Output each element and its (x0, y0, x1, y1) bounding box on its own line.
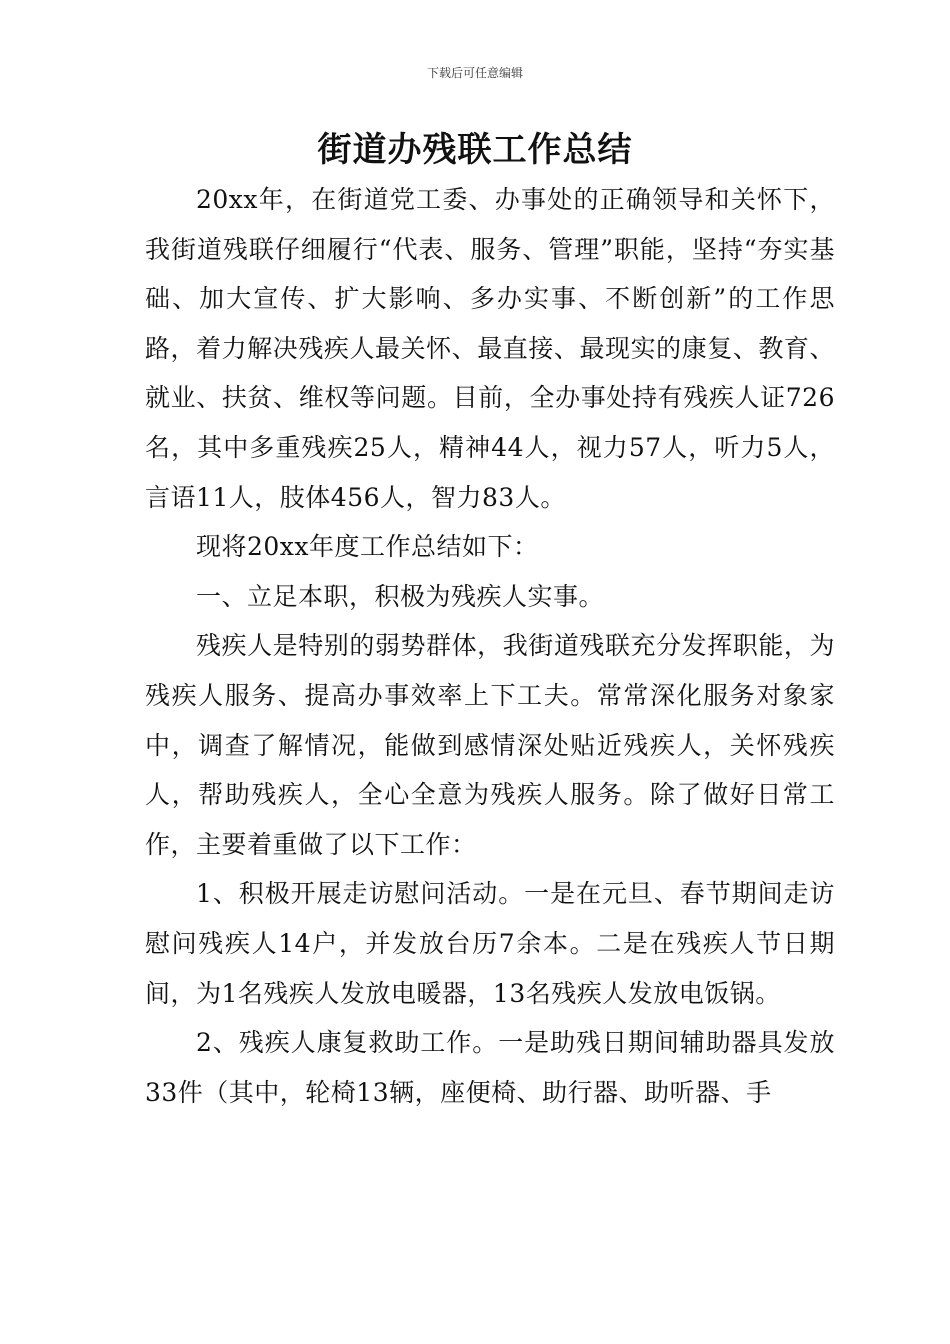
section-heading-1: 一、立足本职，积极为残疾人实事。 (196, 581, 605, 611)
document-title: 街道办残联工作总结 (317, 130, 633, 170)
paragraph-intro: 20xx年，在街道党工委、办事处的正确领导和关怀下，我街道残联仔细履行“代表、服务、管理”职能，坚持“夯实基础、加大宣传、扩大影响、多办实事、不断创新”的工作思路，着力解决残疾人最关怀、最直接、最现实的康复、教育、就业、扶贫、维权等问题。目前，全办事处持有残疾人证726名，其中多重残疾25人，精神44人，视力57人，听力5人，言语11人，肢体456人，智力83人。 (145, 185, 835, 512)
paragraph-item-2: 2、残疾人康复救助工作。一是助残日期间辅助器具发放33件（其中，轮椅13辆，座便椅、助行器、助听器、手 (145, 1028, 835, 1107)
paragraph-section-1: 残疾人是特别的弱势群体，我街道残联充分发挥职能，为残疾人服务、提高办事效率上下工夫。常常深化服务对象家中，调查了解情况，能做到感情深处贴近残疾人，关怀残疾人，帮助残疾人，全心全意为残疾人服务。除了做好日常工作，主要着重做了以下工作： (145, 631, 835, 859)
header-note: 下载后可任意编辑 (426, 66, 523, 80)
paragraph-item-1: 1、积极开展走访慰问活动。一是在元旦、春节期间走访慰问残疾人14户，并发放台历7余本。二是在残疾人节日期间，为1名残疾人发放电暖器，13名残疾人发放电饭锅。 (145, 879, 835, 1008)
document-body (145, 175, 835, 1117)
paragraph-summary-lead: 现将20xx年度工作总结如下： (196, 532, 539, 562)
